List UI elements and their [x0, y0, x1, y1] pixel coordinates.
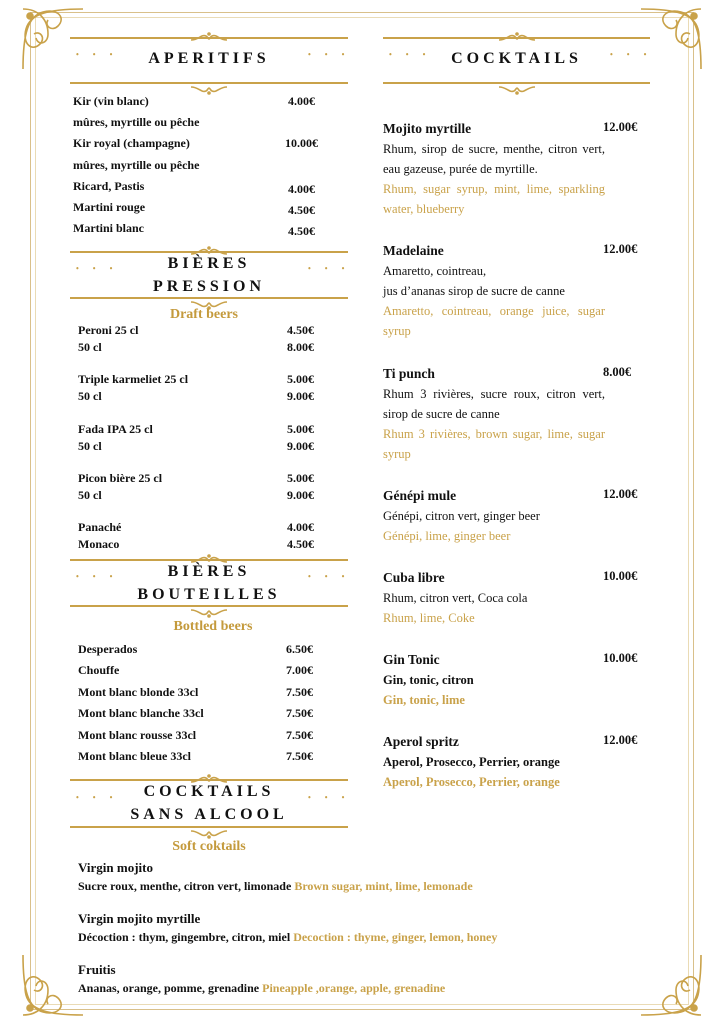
bottled-beer-price: 7.50€	[286, 684, 313, 699]
draft-beer-price: 4.00€	[287, 520, 314, 535]
cocktail-price: 12.00€	[603, 120, 638, 134]
soft-cocktail-description	[78, 879, 473, 894]
draft-beer-label: Picon bière 25 cl	[78, 470, 163, 485]
ornament-icon	[189, 242, 229, 252]
cocktail-item	[383, 486, 643, 546]
cocktail-item	[383, 732, 643, 792]
bottled-beer-price: 6.50€	[286, 642, 313, 656]
cocktail-item	[383, 241, 643, 341]
bottled-beer-label: Chouffe	[78, 663, 120, 678]
cocktail-item	[383, 568, 643, 628]
aperitif-item-label: Martini rouge	[73, 200, 146, 214]
cocktail-description-fr: Rhum, sirop de sucre, menthe, citron vert, eau gazeuse, purée de myrtille.	[383, 142, 605, 176]
ornament-icon	[189, 827, 229, 837]
draft-beer-price: 5.00€	[287, 470, 314, 485]
aperitif-item-label: Ricard, Pastis	[73, 178, 145, 193]
draft-beer-price: 9.00€	[287, 438, 314, 453]
aperitif-item-price: 4.00€	[288, 181, 315, 196]
cocktail-description-fr: Rhum, citron vert, Coca cola	[383, 591, 528, 605]
bottled-beers-title: BOUTEILLES	[137, 586, 281, 603]
cocktail-price: 8.00€	[603, 365, 632, 379]
soft-cocktails-subtitle: Soft coktails	[172, 839, 246, 854]
cocktail-name: Génépi mule	[383, 488, 457, 503]
soft-cocktail-description	[78, 930, 497, 945]
aperitif-item-label: Martini blanc	[73, 221, 144, 236]
draft-beers-subtitle: Draft beers	[169, 307, 239, 322]
cocktail-description-en: Rhum, sugar syrup, mint, lime, sparkling water, blueberry	[383, 182, 605, 216]
draft-beer-label: Panaché	[78, 520, 122, 535]
corner-ornament-icon	[636, 950, 706, 1020]
cocktail-description-fr: Génépi, citron vert, ginger beer	[383, 509, 540, 523]
draft-beers-title: BIÈRES	[167, 255, 251, 272]
ornament-icon	[189, 550, 229, 560]
soft-cocktail-description-fr: Sucre roux, menthe, citron vert, limonade	[78, 879, 292, 893]
cocktail-description-en: Génépi, lime, ginger beer	[383, 529, 511, 543]
soft-cocktail-name: Virgin mojito myrtille	[78, 911, 201, 926]
cocktail-description-fr: Amaretto, cointreau, jus d’ananas sirop de sucre de canne	[383, 264, 565, 298]
dots-decoration: • • •	[76, 264, 119, 273]
aperitif-item-price: 10.00€	[285, 136, 318, 151]
draft-beer-price: 9.00€	[287, 487, 314, 502]
bottled-beer-price: 7.00€	[286, 663, 313, 678]
cocktail-name: Gin Tonic	[383, 652, 440, 667]
aperitif-item-label: Kir royal (champagne)	[73, 136, 190, 151]
cocktail-price: 10.00€	[603, 651, 638, 665]
draft-beer-label: 50 cl	[78, 438, 102, 453]
bottled-beer-price: 7.50€	[286, 727, 313, 742]
ornament-icon	[189, 606, 229, 616]
dots-decoration: • • •	[308, 572, 351, 581]
soft-cocktail-item	[78, 860, 473, 894]
draft-beer-label: Fada IPA 25 cl	[78, 421, 153, 436]
ornament-icon	[497, 28, 537, 38]
cocktail-description-en: Aperol, Prosecco, Perrier, orange	[383, 775, 560, 789]
draft-beer-price: 9.00€	[287, 389, 314, 404]
soft-cocktail-description-en: Decoction : thyme, ginger, lemon, honey	[293, 930, 498, 944]
ornament-icon	[497, 83, 537, 93]
dots-decoration: • • •	[76, 572, 119, 581]
draft-beer-label: Peroni 25 cl	[78, 323, 139, 337]
bottled-beers-title: BIÈRES	[167, 563, 251, 580]
draft-beer-price: 5.00€	[287, 372, 314, 387]
cocktail-description-en: Rhum, lime, Coke	[383, 611, 475, 625]
draft-beer-price: 4.50€	[287, 323, 314, 337]
soft-cocktail-description-en: Brown sugar, mint, lime, lemonade	[294, 879, 473, 893]
cocktail-name: Aperol spritz	[383, 734, 459, 749]
cocktail-price: 12.00€	[603, 487, 638, 501]
cocktail-item	[383, 364, 643, 464]
soft-cocktail-name: Fruitis	[78, 962, 116, 977]
soft-cocktails-title: COCKTAILS	[143, 783, 275, 800]
cocktail-name: Cuba libre	[383, 570, 445, 585]
draft-beer-label: Monaco	[78, 537, 120, 552]
soft-cocktail-description-fr: Décoction : thym, gingembre, citron, miel	[78, 930, 291, 944]
ornament-icon	[189, 770, 229, 780]
soft-cocktail-name: Virgin mojito	[78, 860, 153, 875]
bottled-beer-label: Mont blanc rousse 33cl	[78, 727, 197, 742]
cocktail-description-en: Rhum 3 rivières, brown sugar, lime, sugar syrup	[383, 427, 605, 461]
cocktail-price: 12.00€	[603, 242, 638, 256]
cocktail-price: 10.00€	[603, 569, 638, 583]
bottled-beer-label: Mont blanc bleue 33cl	[78, 749, 191, 763]
draft-beer-label: 50 cl	[78, 340, 102, 354]
soft-cocktail-description	[78, 981, 445, 996]
dots-decoration: • • •	[76, 49, 119, 59]
dots-decoration: • • •	[308, 49, 351, 59]
aperitif-item-price: 4.00€	[288, 94, 315, 108]
dots-decoration: • • •	[389, 49, 432, 59]
aperitif-item-label: mûres, myrtille ou pêche	[73, 157, 200, 172]
cocktail-description-fr: Gin, tonic, citron	[383, 673, 474, 687]
draft-beer-label: 50 cl	[78, 389, 102, 404]
soft-cocktail-item	[78, 911, 497, 945]
draft-beer-price: 4.50€	[287, 537, 314, 552]
ornament-icon	[189, 28, 229, 38]
bottled-beer-label: Desperados	[78, 642, 138, 656]
cocktail-description-fr: Aperol, Prosecco, Perrier, orange	[383, 755, 560, 769]
draft-beer-label: Triple karmeliet 25 cl	[78, 372, 189, 387]
cocktail-description-en: Gin, tonic, lime	[383, 693, 465, 707]
bottled-beer-label: Mont blanc blonde 33cl	[78, 684, 199, 699]
dots-decoration: • • •	[308, 792, 351, 802]
dots-decoration: • • •	[610, 49, 653, 59]
aperitif-item-price: 4.50€	[288, 203, 315, 217]
cocktail-item	[383, 119, 643, 219]
draft-beer-price: 5.00€	[287, 421, 314, 436]
bottled-beers-subtitle: Bottled beers	[173, 619, 253, 634]
cocktail-name: Mojito myrtille	[383, 121, 472, 136]
cocktails-title: COCKTAILS	[451, 49, 582, 67]
aperitifs-title: APERITIFS	[148, 49, 270, 67]
draft-beer-label: 50 cl	[78, 487, 102, 502]
aperitif-item-price: 4.50€	[288, 224, 315, 239]
cocktail-description-fr: Rhum 3 rivières, sucre roux, citron vert, sirop de sucre de canne	[383, 387, 605, 421]
soft-cocktail-description-en: Pineapple ,orange, apple, grenadine	[262, 981, 446, 995]
draft-beer-price: 8.00€	[287, 340, 314, 354]
aperitif-item-label: mûres, myrtille ou pêche	[73, 115, 200, 130]
bottled-beer-price: 7.50€	[286, 706, 313, 721]
ornament-icon	[189, 83, 229, 93]
cocktail-name: Ti punch	[383, 366, 435, 381]
soft-cocktail-item	[78, 962, 445, 996]
cocktail-description-en: Amaretto, cointreau, orange juice, sugar syrup	[383, 304, 605, 338]
draft-beers-title: PRESSION	[152, 278, 266, 295]
cocktail-price: 12.00€	[603, 733, 638, 747]
dots-decoration: • • •	[308, 264, 351, 273]
soft-cocktails-title: SANS ALCOOL	[130, 806, 288, 823]
bottled-beer-price: 7.50€	[286, 749, 313, 763]
bottled-beer-label: Mont blanc blanche 33cl	[78, 706, 204, 721]
cocktail-item	[383, 650, 643, 710]
dots-decoration: • • •	[76, 792, 119, 802]
aperitif-item-label: Kir (vin blanc)	[73, 94, 149, 108]
soft-cocktail-description-fr: Ananas, orange, pomme, grenadine	[78, 981, 260, 995]
cocktail-name: Madelaine	[383, 243, 444, 258]
